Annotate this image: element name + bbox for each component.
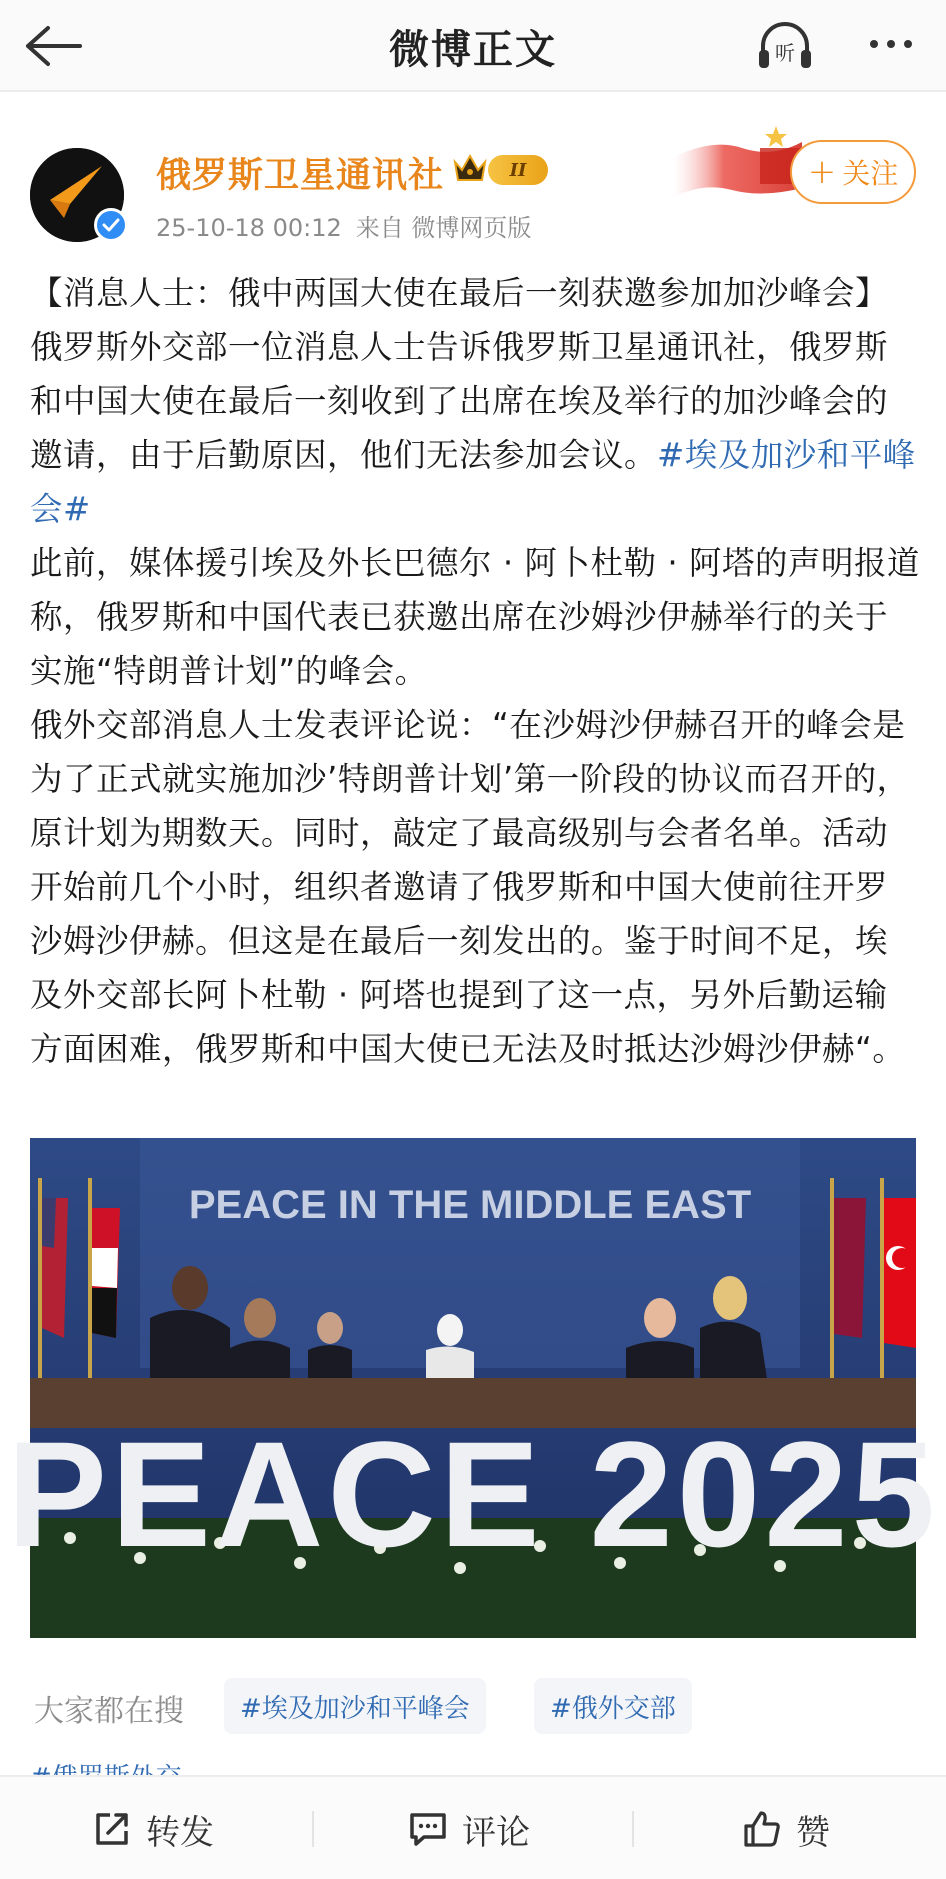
author-name[interactable]: 俄罗斯卫星通讯社	[156, 156, 445, 196]
bottom-action-bar	[0, 1775, 946, 1879]
post-source: 来自 微博网页版	[355, 214, 532, 242]
post-text: 【消息人士：俄中两国大使在最后一刻获邀参加加沙峰会】俄罗斯外交部一位消息人士告诉俄罗斯卫星通讯社，俄罗斯和中国大使在最后一刻收到了出席在埃及举行的加沙峰会的邀请，由于后勤原因，他们无法参加会议。	[30, 274, 889, 474]
follow-button[interactable]	[790, 140, 916, 204]
listen-button[interactable]	[752, 16, 818, 76]
crown-icon	[452, 152, 488, 184]
trending-chip[interactable]: #俄外交部	[534, 1678, 692, 1734]
post-timestamp: 25-10-18 00:12	[156, 214, 342, 242]
author-row	[0, 100, 946, 250]
banner-text: PEACE IN THE MIDDLE EAST	[188, 1183, 752, 1227]
divider	[312, 1811, 314, 1847]
big-peace-text: PEACE 2025	[6, 1410, 940, 1578]
comment-icon	[408, 1809, 448, 1849]
more-dot	[904, 40, 912, 48]
repost-label: 转发	[146, 1812, 214, 1853]
repost-icon	[92, 1809, 132, 1849]
page-title: 微博正文	[389, 27, 557, 73]
verified-badge-icon	[94, 208, 128, 242]
plus-icon: +	[807, 152, 837, 192]
summit-photo	[6, 1138, 940, 1638]
post-paragraph-1	[30, 266, 920, 536]
post-paragraph-3: 俄外交部消息人士发表评论说：“在沙姆沙伊赫召开的峰会是为了正式就实施加沙’特朗普计划’第一阶段的协议而召开的，原计划为期数天。同时，敲定了最高级别与会者名单。活动开始前几个小时，组织者邀请了俄罗斯和中国大使前往开罗沙姆沙伊赫。但这是在最后一刻发出的。鉴于时间不足，埃及外交部长阿卜杜勒 · 阿塔也提到了这一点，另外后勤运输方面困难，俄罗斯和中国大使已无法及时抵达沙姆沙伊赫“。	[30, 706, 910, 1068]
level-badge: II	[488, 155, 548, 185]
headphones-icon	[755, 20, 815, 72]
trending-chip[interactable]: #埃及加沙和平峰会	[224, 1678, 486, 1734]
more-button[interactable]	[856, 24, 926, 64]
more-dot	[870, 40, 878, 48]
hashtag-link[interactable]: #埃及加沙和平峰会#	[30, 436, 916, 528]
flag-decoration-icon	[672, 118, 802, 208]
like-button[interactable]	[742, 1799, 830, 1859]
trending-section	[0, 1674, 946, 1744]
repost-button[interactable]	[92, 1799, 214, 1859]
post-paragraph-2: 此前，媒体援引埃及外长巴德尔 · 阿卜杜勒 · 阿塔的声明报道称，俄罗斯和中国代表已获邀出席在沙姆沙伊赫举行的关于实施“特朗普计划”的峰会。	[30, 544, 920, 690]
post-image[interactable]	[6, 1138, 940, 1638]
more-dot	[887, 40, 895, 48]
divider	[632, 1811, 634, 1847]
post-meta	[156, 208, 531, 243]
listen-label: 听	[775, 41, 795, 65]
comment-label: 评论	[462, 1812, 530, 1853]
follow-label: 关注	[842, 157, 899, 190]
like-label: 赞	[796, 1812, 830, 1853]
post-body	[30, 266, 920, 1076]
trending-label: 大家都在搜	[34, 1694, 184, 1729]
comment-button[interactable]	[408, 1799, 530, 1859]
top-nav-bar	[0, 0, 946, 92]
thumbs-up-icon	[742, 1809, 782, 1849]
